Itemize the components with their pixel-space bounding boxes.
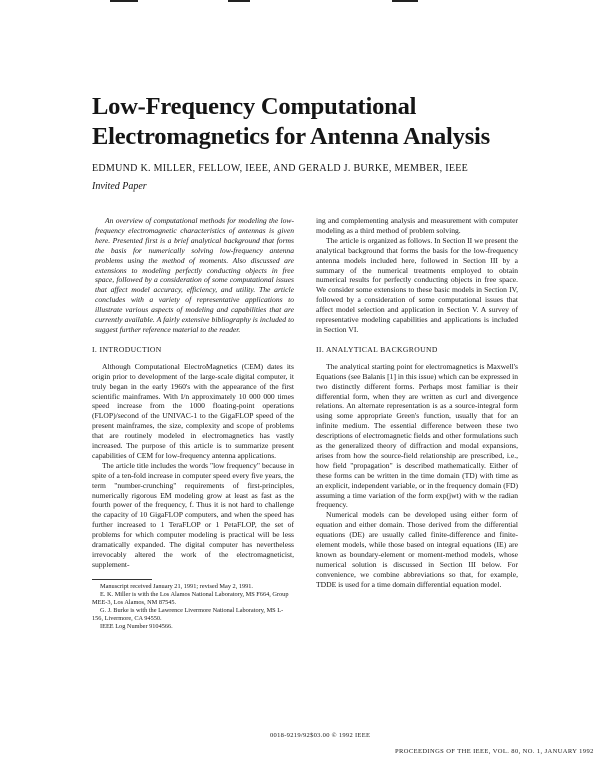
scan-mark-center: [228, 0, 250, 2]
title-line-2: Electromagnetics for Antenna Analysis: [92, 123, 490, 150]
scan-mark-right: [392, 0, 418, 2]
section-2-paragraph-1: The analytical starting point for electromagnetics is Maxwell's Equations (see Balanis [1] in this issue) which can be expressed in two distinctly different forms. Perhaps most familiar is their differential form, when they are written as curl and divergence relations. An alternate representation is as a source-integral form using some appropriate Green's function, usually that for an infinite medium. The essential difference between these two descriptions of electromagnetic fields and other formulations such as the generalized theory of diffraction and modal expansions, arises from how the source-field relationship are prescribed, i.e., how field "propagation" is described mathematically. Either of these forms can be written in the time domain (TD) with time as an explicit, independent variable, or in the frequency domain (FD) assuming a time variation of the form exp(jwt) with w the radian frequency.: [316, 361, 518, 510]
abstract: An overview of computational methods for modeling the low-frequency electromagnetic characteristics of antennas is given here. Presented first is a brief analytical background that forms the basis for numerically solving low-frequency antenna problems using the method of moments. Also discussed are extensions to modeling perfectly conducting objects in free space, followed by a consideration of some computational issues that affect model accuracy, efficiency, and utility. The article concludes with a variety of representative applications to illustrate various aspects of modeling and capabilities that are currently available. A fairly extensive bibliography is included to suggest further reference material to the reader.: [95, 216, 294, 334]
copyright-line: 0018-9219/92$03.00 © 1992 IEEE: [270, 732, 371, 739]
paper-title: [92, 92, 552, 152]
right-column: [316, 216, 518, 590]
footnote: [92, 583, 294, 631]
section-1-paragraph-1: Although Computational ElectroMagnetics (CEM) dates its origin prior to development of the large-scale digital computer, it truly began in the early 1960's with the appearance of the first scientific mainframes. With I/n approximately 10 000 000 times speed increase from the 1000 floating-point operations (FLOP)/second of the UNIVAC-1 to the GigaFLOP speed of the present mainframes, the size, complexity and scope of problems that are routinely modeled in electromagnetics has vastly increased. The purpose of this article is to summarize present capabilities of CEM for low-frequency antenna applications.: [92, 361, 294, 460]
section-2-paragraph-2: Numerical models can be developed using either form of equation and either domain. Those derived from the differential equations (DE) are usually called finite-difference and finite-element models, while those based on integral equations (IE) are known as boundary-element or moment-method models, whose numerical solution is discussed in Section III below. For convenience, we combine abbreviations so that, for example, TDDE is used for a time domain differential equation model.: [316, 510, 518, 589]
footnote-received: Manuscript received January 21, 1991; revised May 2, 1991.: [100, 582, 254, 590]
footnote-divider: [92, 579, 152, 580]
paper-type: Invited Paper: [92, 181, 147, 192]
footnote-author-2: G. J. Burke is with the Lawrence Livermore National Laboratory, MS L-156, Livermore, CA 94550.: [92, 606, 284, 622]
journal-footer: PROCEEDINGS OF THE IEEE, VOL. 80, NO. 1, JANUARY 1992: [395, 748, 594, 755]
organization-paragraph: The article is organized as follows. In Section II we present the analytical background that forms the basis for the low-frequency antenna models included here, followed in Section III by a summary of the numerical treatments employed to obtain numerical results for perfectly conducting objects in free space. We consider some extensions to these basic models in Section IV, followed by a consideration of some computational issues that affect model selection and application in Section V. A survey of representative modeling capabilities and applications is included in Section VI.: [316, 235, 518, 334]
author-line: EDMUND K. MILLER, FELLOW, IEEE, AND GERALD J. BURKE, MEMBER, IEEE: [92, 163, 469, 174]
title-line-1: Low-Frequency Computational: [92, 93, 417, 120]
section-1-continuation: ing and complementing analysis and measurement with computer modeling as a third method of problem solving.: [316, 216, 518, 235]
footnote-log-number: IEEE Log Number 9104566.: [100, 622, 173, 630]
section-1-heading: I. INTRODUCTION: [92, 344, 162, 354]
left-column: [92, 216, 294, 631]
section-2-heading: II. ANALYTICAL BACKGROUND: [316, 344, 438, 354]
footnote-author-1: E. K. Miller is with the Los Alamos National Laboratory, MS F664, Group MEE-3, Los Alamos, NM 87545.: [92, 590, 289, 606]
scan-mark-left: [110, 0, 138, 2]
section-1-paragraph-2: The article title includes the words "low frequency" because in spite of a ten-fold increase in computer speed every five years, the term "number-crunching" requirements of first-principles, numerically rigorous EM modeling grow at least as fast as the fourth power of the frequency, f. Thus it is not hard to challenge the capacity of 10 GigaFLOP computers, and when the speed has further increased to 1 TeraFLOP or 1 PetaFLOP, the set of problems for which computer modeling is practical will be less dramatically expanded. The digital computer has nevertheless irrevocably altered the work of the electromagneticist, supplement-: [92, 460, 294, 569]
